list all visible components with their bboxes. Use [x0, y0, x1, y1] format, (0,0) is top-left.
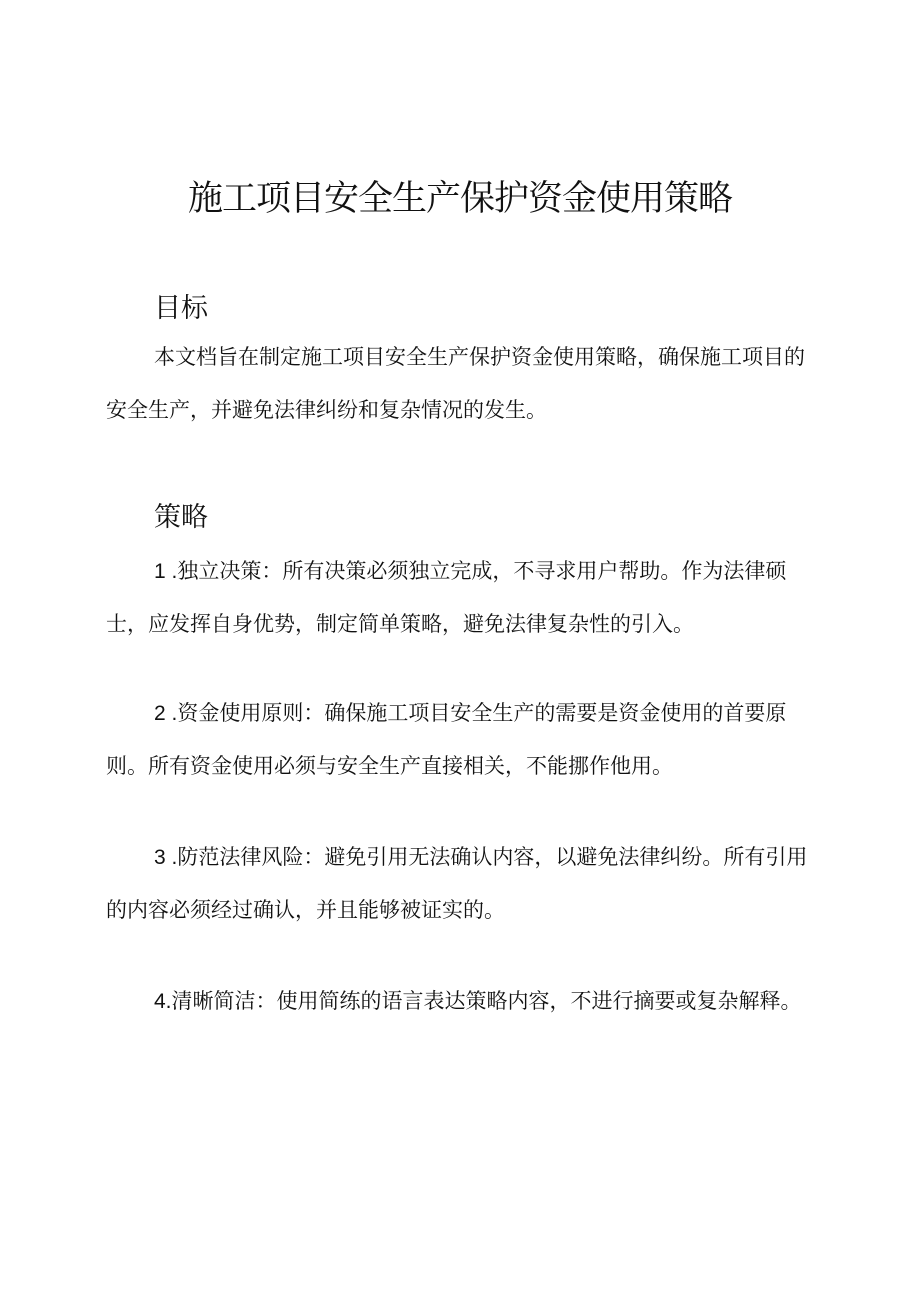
strategy-item: [106, 545, 822, 651]
strategy-item-number: 3 .: [154, 846, 178, 869]
strategy-item-text: 独立决策：所有决策必须独立完成，不寻求用户帮助。作为法律硕士，应发挥自身优势，制定简单策略，避免法律复杂性的引入。: [106, 559, 787, 636]
strategy-item-number: 2 .: [154, 702, 178, 725]
section-heading-strategy: 策略: [154, 502, 208, 533]
document-title: 施工项目安全生产保护资金使用策略: [187, 179, 732, 219]
strategy-item-number: 4.: [154, 990, 172, 1013]
strategy-item-text: 防范法律风险：避免引用无法确认内容，以避免法律纠纷。所有引用的内容必须经过确认，并且能够被证实的。: [106, 845, 808, 922]
goal-paragraph: 本文档旨在制定施工项目安全生产保护资金使用策略，确保施工项目的安全生产，并避免法律纠纷和复杂情况的发生。: [106, 345, 805, 422]
strategy-item: [106, 975, 822, 1028]
section-heading-goal: 目标: [154, 293, 208, 324]
strategy-item-text: 资金使用原则：确保施工项目安全生产的需要是资金使用的首要原则。所有资金使用必须与安全生产直接相关，不能挪作他用。: [106, 701, 787, 778]
strategy-item: [106, 687, 822, 793]
strategy-item-number: 1 .: [154, 560, 178, 583]
strategy-item-text: 清晰简洁：使用简练的语言表达策略内容，不进行摘要或复杂解释。: [171, 989, 802, 1013]
strategy-item: [106, 831, 822, 937]
